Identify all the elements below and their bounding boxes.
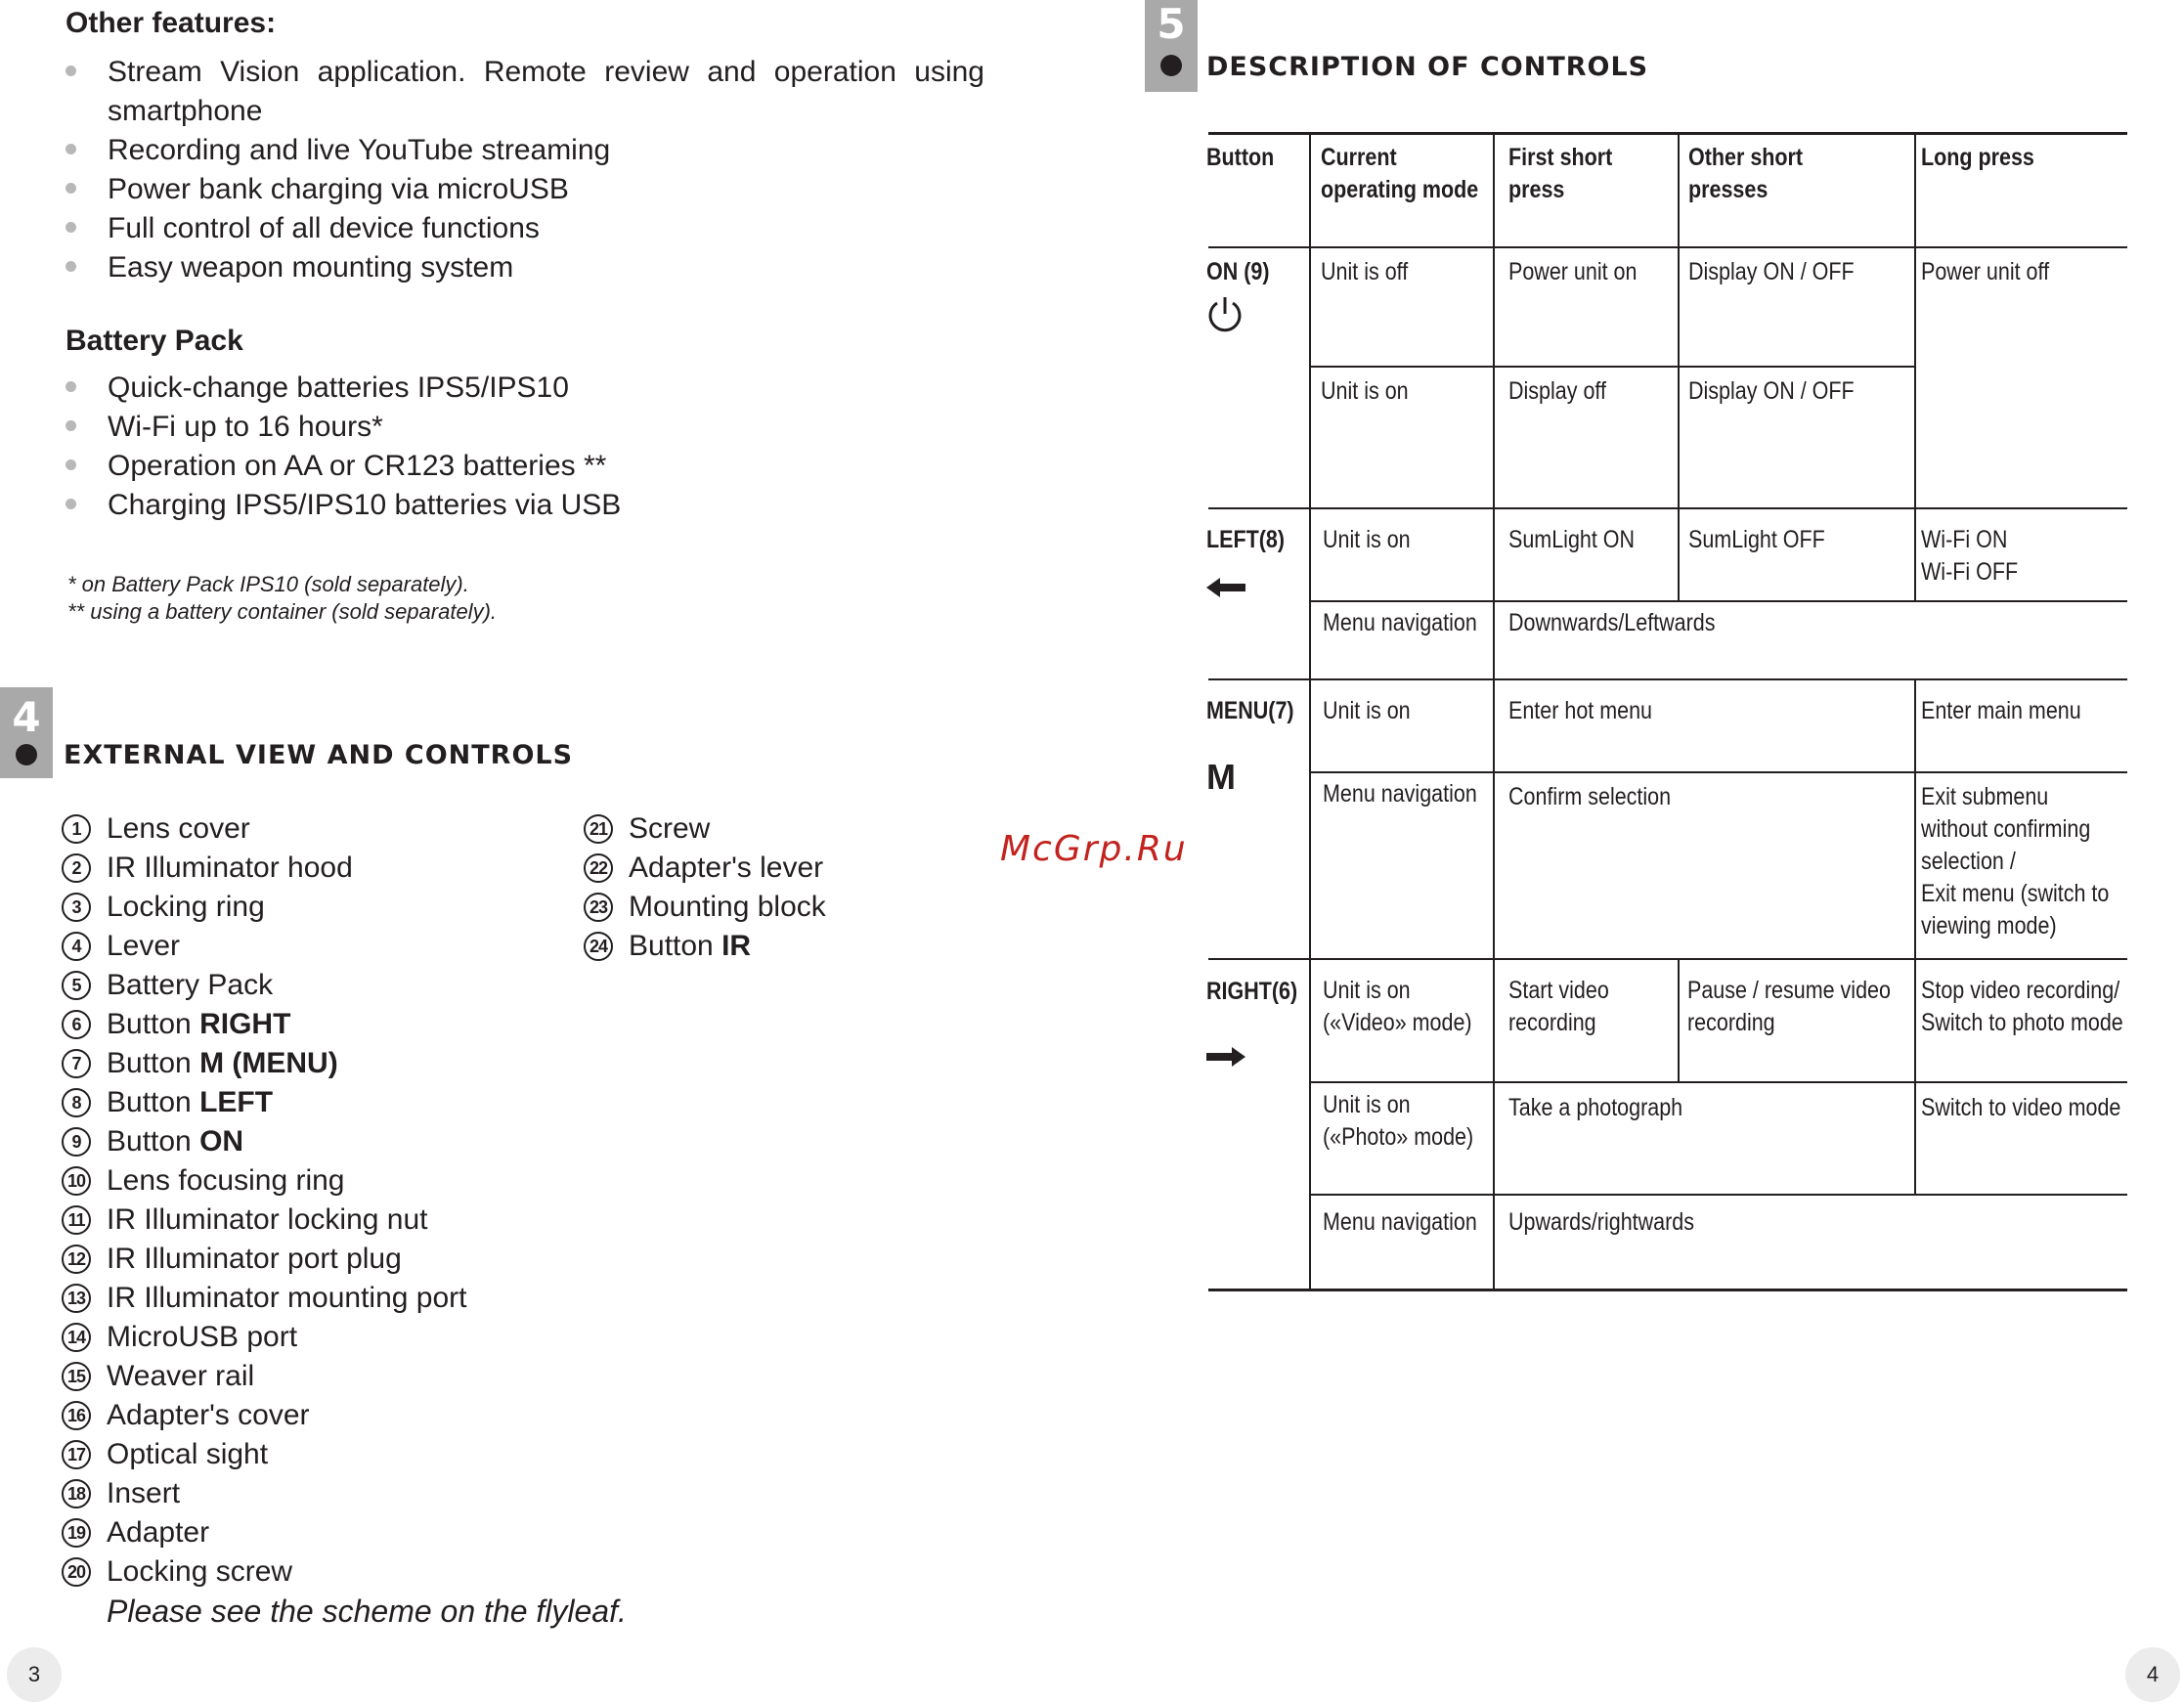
- right-row1-other: Pause / resume video recording: [1687, 977, 1891, 1036]
- part-label: MicroUSB port: [107, 1321, 298, 1353]
- header-first-press: First short press: [1508, 144, 1613, 203]
- footnote: * on Battery Pack IPS10 (sold separately).: [67, 572, 469, 596]
- table-rule: [1309, 133, 1311, 1289]
- right-row1-mode: Unit is on («Video» mode): [1323, 977, 1472, 1036]
- section-number: 5: [1157, 0, 1186, 48]
- part-label: Mounting block: [629, 891, 826, 923]
- table-rule: [1208, 958, 2127, 960]
- on-row2-other: Display ON / OFF: [1688, 377, 1855, 405]
- part-label: Button ON: [107, 1125, 244, 1158]
- list-item: Operation on AA or CR123 batteries **: [66, 447, 984, 486]
- part-label: Screw: [629, 812, 711, 845]
- button-right-label: RIGHT(6): [1206, 978, 1298, 1005]
- part-number-badge: 23: [584, 893, 613, 922]
- bullet-icon: [66, 499, 76, 509]
- left-row2-mode: Menu navigation: [1323, 609, 1477, 636]
- list-item: Full control of all device functions: [66, 209, 984, 248]
- left-row1-other: SumLight OFF: [1688, 526, 1825, 553]
- page-number: 4: [2125, 1647, 2180, 1702]
- table-rule: [1493, 133, 1495, 1289]
- part-label: IR Illuminator hood: [107, 852, 353, 884]
- part-label: IR Illuminator port plug: [107, 1243, 402, 1275]
- list-item: Power bank charging via microUSB: [66, 170, 984, 209]
- part-number-badge: 18: [62, 1479, 91, 1508]
- section-5-tab: [1145, 0, 1198, 92]
- part-label: Lens cover: [107, 812, 250, 845]
- part-label: Adapter's lever: [629, 852, 824, 884]
- footnotes: [67, 571, 497, 626]
- part-number-badge: 9: [62, 1127, 91, 1157]
- part-number-badge: 21: [584, 814, 613, 844]
- left-row1-long: Wi-Fi ON Wi-Fi OFF: [1921, 526, 2019, 586]
- part-number-badge: 13: [62, 1284, 91, 1313]
- right-row3-action: Upwards/rightwards: [1508, 1208, 1694, 1236]
- right-row2-mode: Unit is on («Photo» mode): [1323, 1091, 1474, 1151]
- part-label: Locking ring: [107, 891, 265, 923]
- other-features-list: [66, 53, 984, 287]
- battery-pack-list: [66, 369, 984, 525]
- on-row2-mode: Unit is on: [1321, 377, 1409, 405]
- list-item: Easy weapon mounting system: [66, 248, 984, 287]
- part-label: Weaver rail: [107, 1360, 255, 1392]
- part-label: Locking screw: [107, 1555, 293, 1588]
- section-4-tab: [0, 687, 53, 778]
- menu-row2-mode: Menu navigation: [1323, 780, 1477, 808]
- header-long-press: Long press: [1921, 144, 2034, 171]
- table-rule: [1309, 1081, 2127, 1083]
- part-label: Optical sight: [107, 1438, 269, 1470]
- bullet-icon: [66, 222, 76, 233]
- bullet-icon: [16, 744, 37, 765]
- table-rule: [1208, 507, 2127, 509]
- menu-m-icon: M: [1206, 757, 1236, 797]
- part-number-badge: 7: [62, 1049, 91, 1078]
- part-number-badge: 24: [584, 932, 613, 961]
- right-row1-first: Start video recording: [1508, 977, 1609, 1036]
- menu-row1-mode: Unit is on: [1323, 697, 1411, 724]
- section-4-title: EXTERNAL VIEW AND CONTROLS: [64, 740, 574, 770]
- header-button: Button: [1206, 144, 1275, 171]
- part-label: Lever: [107, 930, 181, 962]
- other-features-heading: Other features:: [66, 7, 277, 39]
- part-label: Adapter's cover: [107, 1399, 310, 1431]
- part-label: IR Illuminator mounting port: [107, 1282, 467, 1314]
- right-row2-long: Switch to video mode: [1921, 1094, 2121, 1121]
- menu-row2-long: Exit submenu without confirming selection / Exit menu (switch to viewing mode): [1921, 783, 2110, 939]
- part-label: Lens focusing ring: [107, 1164, 345, 1197]
- button-menu-label: MENU(7): [1206, 697, 1294, 724]
- menu-row1-long: Enter main menu: [1921, 697, 2081, 724]
- menu-row2-short: Confirm selection: [1508, 783, 1672, 810]
- list-item: Charging IPS5/IPS10 batteries via USB: [66, 486, 984, 525]
- part-label: Battery Pack: [107, 969, 274, 1001]
- table-rule: [1208, 678, 2127, 680]
- part-number-badge: 22: [584, 853, 613, 883]
- part-number-badge: 8: [62, 1088, 91, 1117]
- part-number-badge: 12: [62, 1245, 91, 1274]
- on-long: Power unit off: [1921, 258, 2050, 285]
- part-number-badge: 14: [62, 1323, 91, 1352]
- table-rule: [1208, 132, 2127, 135]
- part-number-badge: 4: [62, 932, 91, 961]
- right-row1-long: Stop video recording/ Switch to photo mode: [1921, 977, 2123, 1036]
- part-label: Button LEFT: [107, 1086, 274, 1118]
- right-row3-mode: Menu navigation: [1323, 1208, 1477, 1236]
- bullet-icon: [66, 420, 76, 431]
- section-number: 4: [12, 693, 41, 741]
- power-icon: [1206, 294, 1244, 333]
- table-rule: [1208, 1289, 2127, 1291]
- table-rule: [1914, 133, 1916, 600]
- list-item: Recording and live YouTube streaming: [66, 131, 984, 170]
- list-item: Wi-Fi up to 16 hours*: [66, 408, 984, 447]
- on-row1-first: Power unit on: [1508, 258, 1638, 285]
- section-5-title: DESCRIPTION OF CONTROLS: [1206, 52, 1649, 82]
- table-rule: [1208, 246, 2127, 248]
- on-row1-mode: Unit is off: [1321, 258, 1409, 285]
- page-number: 3: [7, 1647, 62, 1702]
- part-number-badge: 15: [62, 1362, 91, 1391]
- part-number-badge: 17: [62, 1440, 91, 1469]
- part-number-badge: 16: [62, 1401, 91, 1430]
- button-left-label: LEFT(8): [1206, 526, 1286, 553]
- bullet-icon: [66, 381, 76, 392]
- table-rule: [1309, 600, 2127, 602]
- button-on-label: ON (9): [1206, 258, 1270, 285]
- flyleaf-note: Please see the scheme on the flyleaf.: [107, 1594, 627, 1629]
- battery-pack-heading: Battery Pack: [66, 325, 243, 357]
- on-row2-first: Display off: [1508, 377, 1606, 405]
- part-label: IR Illuminator locking nut: [107, 1203, 428, 1236]
- part-label: Button M (MENU): [107, 1047, 338, 1079]
- right-row2-short: Take a photograph: [1508, 1094, 1683, 1121]
- part-label: Button IR: [629, 930, 752, 962]
- part-number-badge: 10: [62, 1166, 91, 1196]
- table-rule: [1309, 771, 2127, 773]
- part-number-badge: 1: [62, 814, 91, 844]
- table-rule: [1678, 133, 1680, 600]
- list-item: Stream Vision application. Remote review and operation using smartphone: [66, 53, 984, 131]
- menu-row1-short: Enter hot menu: [1508, 697, 1653, 724]
- bullet-icon: [66, 183, 76, 194]
- part-label: Adapter: [107, 1516, 210, 1549]
- header-other-press: Other short presses: [1688, 144, 1804, 203]
- arrow-left-icon: [1206, 577, 1245, 598]
- part-number-badge: 6: [62, 1010, 91, 1039]
- footnote: ** using a battery container (sold separately).: [67, 599, 498, 624]
- bullet-icon: [66, 261, 76, 272]
- part-number-badge: 20: [62, 1557, 91, 1587]
- table-rule: [1309, 1194, 2127, 1196]
- bullet-icon: [66, 66, 76, 76]
- watermark: McGrp.Ru: [1000, 829, 1188, 869]
- bullet-icon: [66, 459, 76, 470]
- table-rule: [1678, 959, 1680, 1081]
- arrow-right-icon: [1206, 1046, 1245, 1068]
- left-row2-action: Downwards/Leftwards: [1508, 609, 1716, 636]
- part-label: Insert: [107, 1477, 181, 1509]
- header-current-mode: Current operating mode: [1321, 144, 1479, 203]
- table-rule: [1309, 366, 1914, 368]
- bullet-icon: [66, 144, 76, 154]
- part-number-badge: 2: [62, 853, 91, 883]
- part-label: Button RIGHT: [107, 1008, 291, 1040]
- on-row1-other: Display ON / OFF: [1688, 258, 1855, 285]
- part-number-badge: 3: [62, 893, 91, 922]
- left-row1-first: SumLight ON: [1508, 526, 1636, 553]
- bullet-icon: [1160, 55, 1182, 76]
- list-item: Quick-change batteries IPS5/IPS10: [66, 369, 984, 408]
- part-number-badge: 19: [62, 1518, 91, 1548]
- left-row1-mode: Unit is on: [1323, 526, 1411, 553]
- part-number-badge: 11: [62, 1205, 91, 1235]
- part-number-badge: 5: [62, 971, 91, 1000]
- table-rule: [1914, 679, 1916, 1195]
